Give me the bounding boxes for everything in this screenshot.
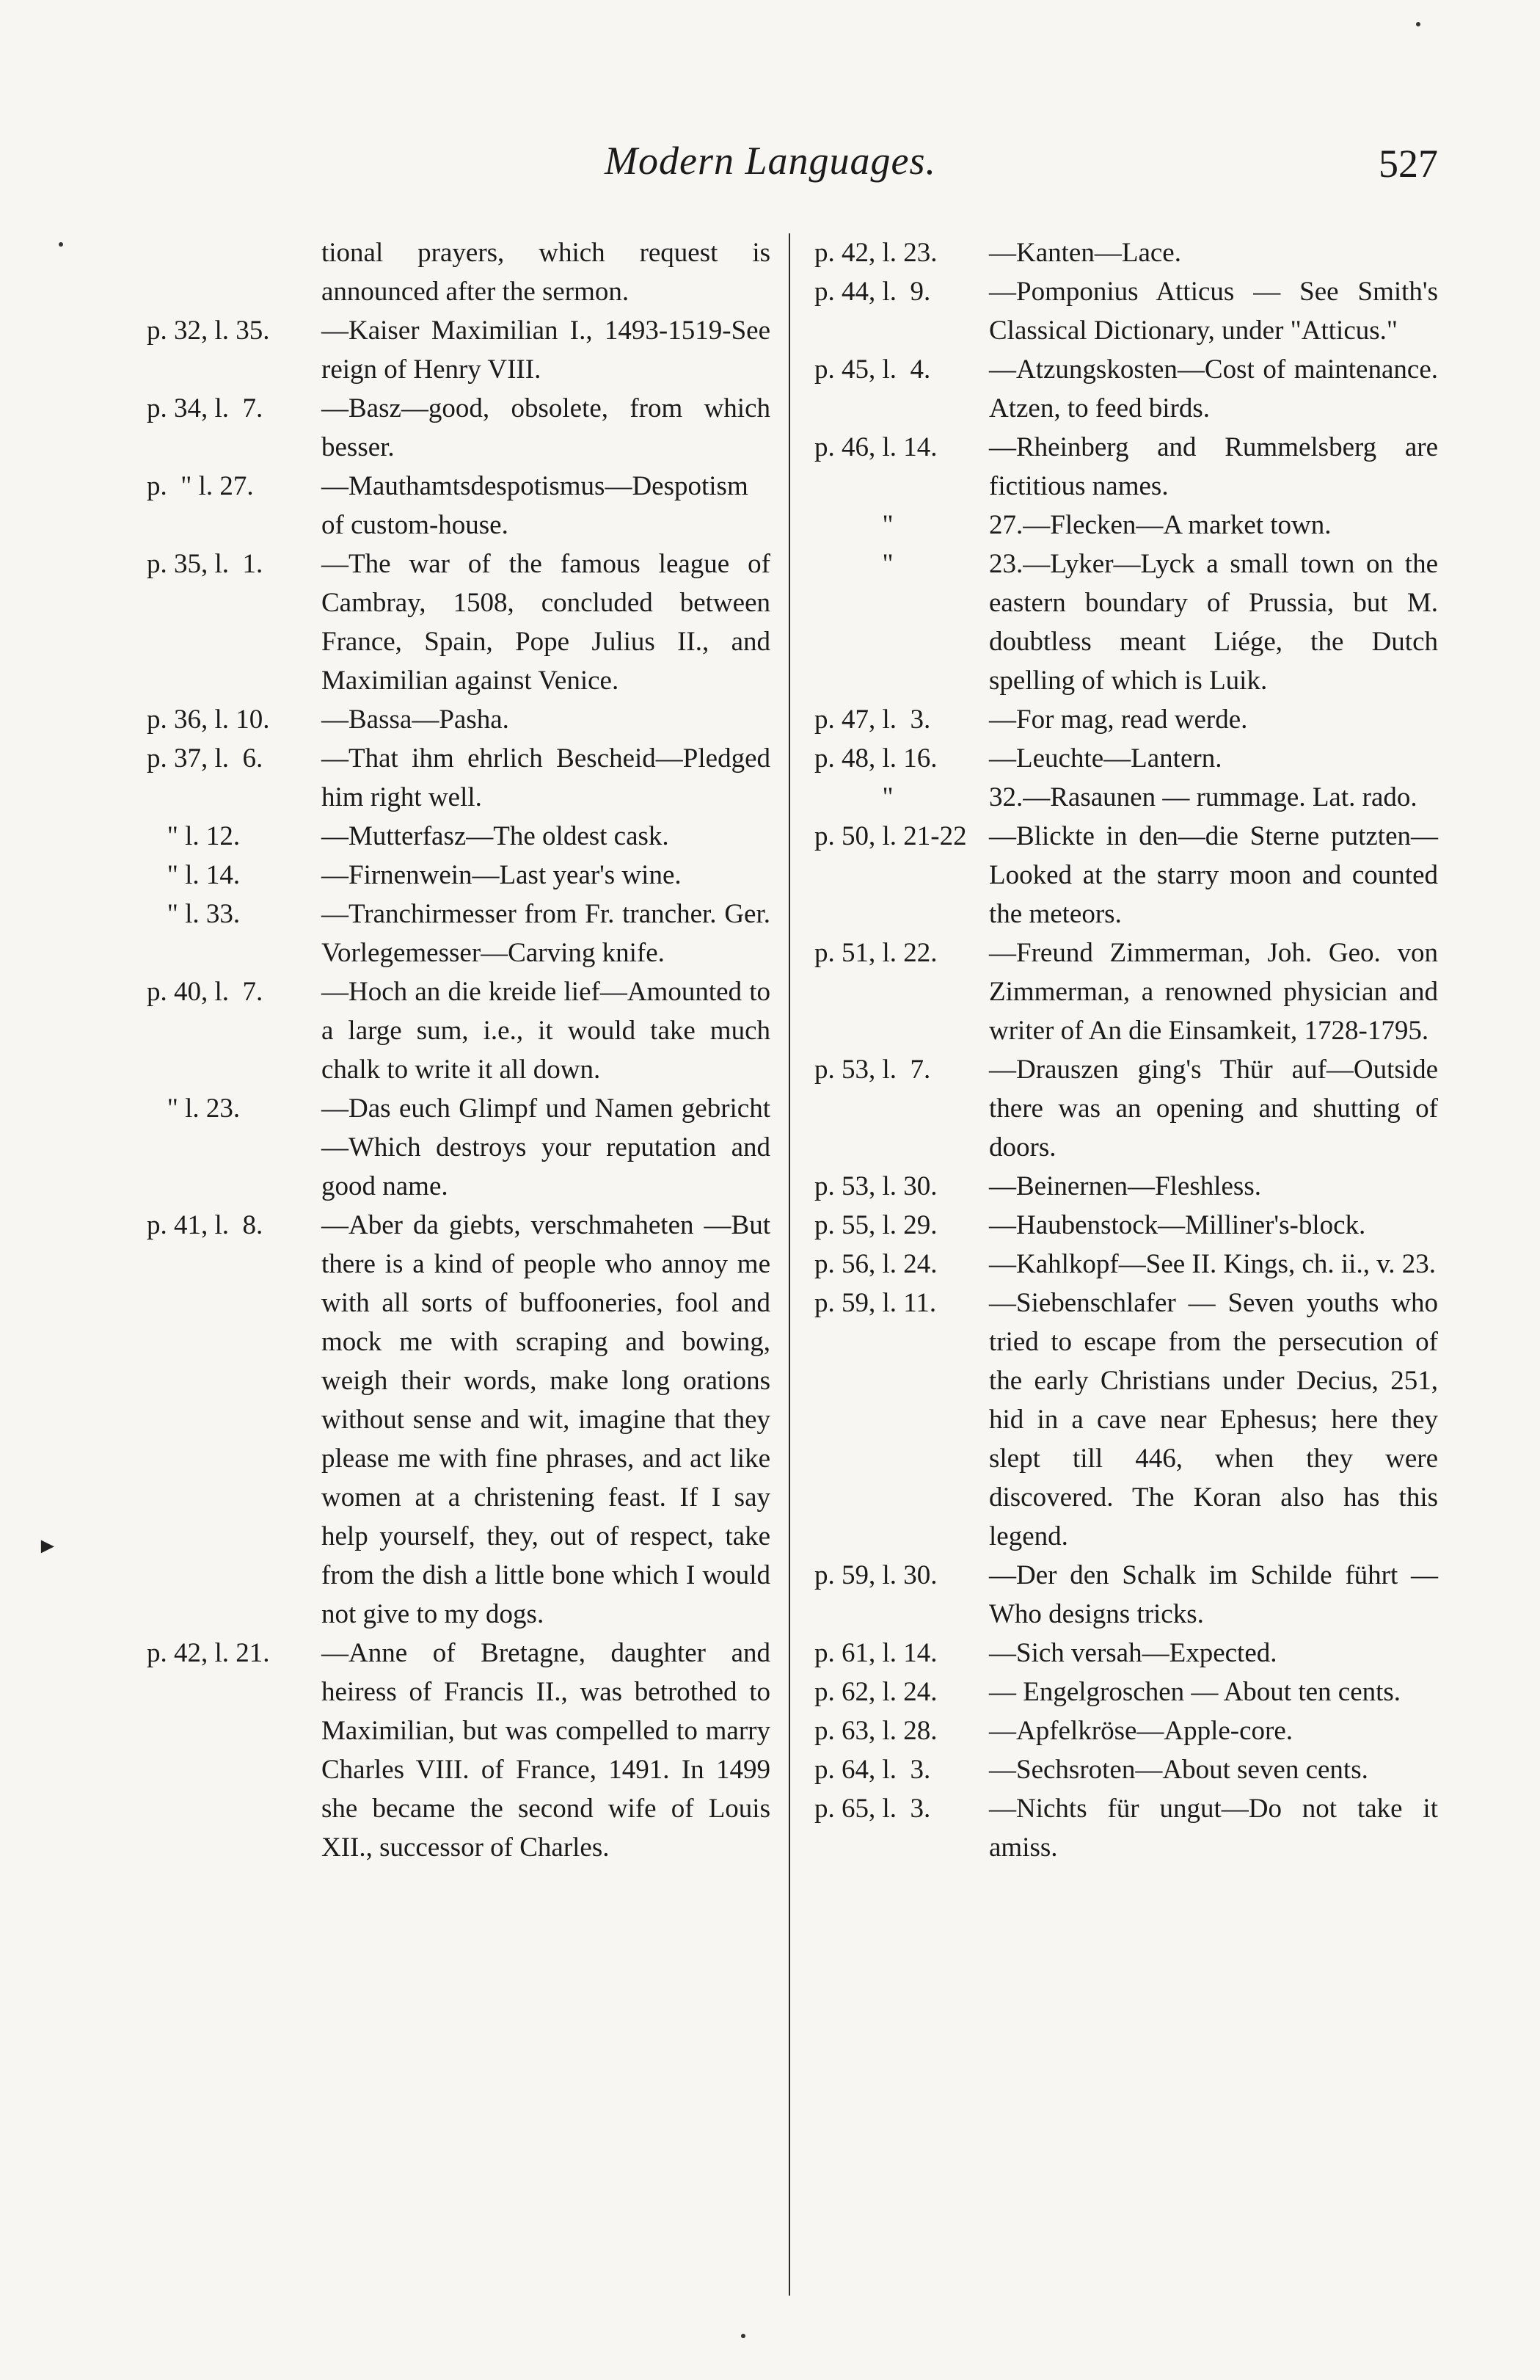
entry-text: —That ihm ehrlich Bescheid—Pledged him right well.: [321, 743, 770, 812]
annotation-entry: [147, 739, 770, 817]
entry-text: —Hoch an die kreide lief—Amounted to a large sum, i.e., it would take much chalk to write it all down.: [321, 977, 770, 1085]
entry-reference: p. 64, l. 3.: [814, 1755, 931, 1785]
entry-text: —Kanten—Lace.: [989, 238, 1181, 268]
entry-reference: " l. 33.: [147, 899, 241, 929]
right-column: [814, 233, 1438, 1867]
entry-reference: p. 42, l. 23.: [814, 238, 938, 268]
entry-reference: p. 37, l. 6.: [147, 743, 263, 774]
entry-reference: p. 36, l. 10.: [147, 705, 270, 735]
annotation-entry: [814, 1284, 1438, 1556]
entry-reference: p. 63, l. 28.: [814, 1716, 938, 1746]
annotation-entry: [814, 233, 1438, 272]
entry-reference: p. 44, l. 9.: [814, 277, 931, 307]
entry-text: —Aber da giebts, verschmaheten —But there is a kind of people who annoy me with all sorts of buffooneries, fool and mock me with scraping and bowing, weigh their words, make long orations without sense and wit, imagine that they please me with fine phrases, and act like women at a christening feast. If I say help yourself, they, out of respect, take from the dish a little bone which I would not give to my dogs.: [321, 1210, 770, 1629]
entry-text: 32.—Rasaunen — rummage. Lat. rado.: [989, 782, 1417, 812]
entry-reference: ": [814, 549, 900, 579]
entry-text: —Das euch Glimpf und Namen gebricht—Which destroys your reputation and good name.: [321, 1093, 770, 1201]
entry-text: —Leuchte—Lantern.: [989, 743, 1222, 774]
annotation-entry: [147, 700, 770, 739]
entry-text: — Engelgroschen — About ten cents.: [989, 1677, 1401, 1707]
entry-reference: p. 47, l. 3.: [814, 705, 931, 735]
left-column: [147, 233, 770, 1867]
entry-reference: p. 34, l. 7.: [147, 393, 263, 423]
entry-text: —Tranchirmesser from Fr. trancher. Ger. Vorlegemesser—Carving knife.: [321, 899, 770, 968]
entry-text: —Mauthamtsdespotismus—Despotism of custom-house.: [321, 471, 748, 540]
entry-reference: p. 50, l. 21-22: [814, 821, 967, 851]
entry-reference: p. 65, l. 3.: [814, 1794, 931, 1824]
entry-reference: " l. 23.: [147, 1093, 241, 1124]
annotation-entry: [814, 1711, 1438, 1750]
entry-reference: p. 56, l. 24.: [814, 1249, 938, 1279]
entry-reference: p. 53, l. 7.: [814, 1055, 931, 1085]
annotation-entry: [147, 311, 770, 389]
page-number: 527: [1379, 142, 1438, 186]
entry-reference: p. 61, l. 14.: [814, 1638, 938, 1668]
entry-text: —Anne of Bretagne, daughter and heiress of Francis II., was betrothed to Maximilian, but was compelled to marry Charles VIII. of France, 1491. In 1499 she became the second wife of Louis XII., successor of Charles.: [321, 1638, 770, 1863]
annotation-entry: [147, 233, 770, 311]
speck-mark: [59, 242, 63, 247]
annotation-entry: [814, 739, 1438, 778]
entry-reference: p. 32, l. 35.: [147, 316, 270, 346]
annotation-entry: [147, 1206, 770, 1634]
entry-reference: " l. 12.: [147, 821, 241, 851]
annotation-entry: [814, 1050, 1438, 1167]
annotation-entry: [814, 272, 1438, 350]
annotation-entry: [814, 1634, 1438, 1673]
annotation-entry: [814, 817, 1438, 934]
margin-arrow-icon: ►: [37, 1534, 59, 1558]
entry-reference: p. 51, l. 22.: [814, 938, 938, 968]
annotation-entry: [814, 778, 1438, 817]
annotation-entry: [147, 389, 770, 467]
annotation-entry: [147, 545, 770, 700]
annotation-entry: [814, 1556, 1438, 1634]
annotation-entry: [814, 700, 1438, 739]
entry-reference: ": [814, 782, 900, 812]
entry-reference: p. 46, l. 14.: [814, 432, 938, 462]
annotation-entry: [814, 350, 1438, 428]
annotation-entry: [814, 1167, 1438, 1206]
column-divider: [789, 233, 790, 2296]
entry-reference: p. 53, l. 30.: [814, 1171, 938, 1201]
annotation-entry: [147, 467, 770, 545]
entry-text: —Sechsroten—About seven cents.: [989, 1755, 1368, 1785]
entry-reference: p. 59, l. 30.: [814, 1560, 938, 1590]
annotation-entry: [814, 1245, 1438, 1284]
entry-reference: p. 62, l. 24.: [814, 1677, 938, 1707]
entry-text: —Freund Zimmerman, Joh. Geo. von Zimmerman, a renowned physician and writer of An die Einsamkeit, 1728-1795.: [989, 938, 1438, 1046]
entry-text: —For mag, read werde.: [989, 705, 1248, 735]
entry-text: —Firnenwein—Last year's wine.: [321, 860, 682, 890]
entry-reference: p. 55, l. 29.: [814, 1210, 938, 1240]
entry-text: —Bassa—Pasha.: [321, 705, 509, 735]
entry-reference: p. 41, l. 8.: [147, 1210, 263, 1240]
annotation-entry: [814, 1789, 1438, 1867]
entry-text: 27.—Flecken—A market town.: [989, 510, 1332, 540]
entry-reference: p. 59, l. 11.: [814, 1288, 937, 1318]
page-header: [0, 138, 1540, 197]
entry-text: —Haubenstock—Milliner's-block.: [989, 1210, 1366, 1240]
entry-reference: p. 48, l. 16.: [814, 743, 938, 774]
annotation-entry: [147, 856, 770, 895]
annotation-entry: [814, 1673, 1438, 1711]
annotation-entry: [814, 1206, 1438, 1245]
entry-text: —Kahlkopf—See II. Kings, ch. ii., v. 23.: [989, 1249, 1437, 1279]
entry-text: —Der den Schalk im Schilde führt — Who designs tricks.: [989, 1560, 1438, 1629]
entry-text: —Beinernen—Fleshless.: [989, 1171, 1261, 1201]
entry-text: —Blickte in den—die Sterne putzten—Looked at the starry moon and counted the meteors.: [989, 821, 1438, 929]
entry-text: —Apfelkröse—Apple-core.: [989, 1716, 1293, 1746]
annotation-entry: [147, 1089, 770, 1206]
annotation-entry: [147, 972, 770, 1089]
entry-reference: p. 40, l. 7.: [147, 977, 263, 1007]
entry-text: tional prayers, which request is announced after the sermon.: [321, 238, 770, 307]
entry-text: —Basz—good, obsolete, from which besser.: [321, 393, 770, 462]
entry-text: —Kaiser Maximilian I., 1493-1519-See reign of Henry VIII.: [321, 316, 770, 385]
annotation-entry: [814, 1750, 1438, 1789]
entry-text: —Sich versah—Expected.: [989, 1638, 1277, 1668]
entry-reference: p. 35, l. 1.: [147, 549, 263, 579]
annotation-entry: [147, 817, 770, 856]
entry-text: —Rheinberg and Rummelsberg are fictitious names.: [989, 432, 1438, 501]
annotation-entry: [814, 545, 1438, 700]
running-title: Modern Languages.: [605, 139, 936, 183]
entry-text: —The war of the famous league of Cambray, 1508, concluded between France, Spain, Pope Julius II., and Maximilian against Venice.: [321, 549, 770, 696]
entry-reference: p. " l. 27.: [147, 471, 254, 501]
annotation-entry: [814, 428, 1438, 506]
entry-text: —Pomponius Atticus — See Smith's Classical Dictionary, under "Atticus.": [989, 277, 1438, 346]
entry-text: —Siebenschlafer — Seven youths who tried to escape from the persecution of the early Christians under Decius, 251, hid in a cave near Ephesus; here they slept till 446, when they were discovered. The Koran also has this legend.: [989, 1288, 1438, 1551]
entry-text: —Nichts für ungut—Do not take it amiss.: [989, 1794, 1438, 1863]
entry-text: 23.—Lyker—Lyck a small town on the eastern boundary of Prussia, but M. doubtless meant Liége, the Dutch spelling of which is Luik.: [989, 549, 1438, 696]
entry-text: —Mutterfasz—The oldest cask.: [321, 821, 669, 851]
entry-reference: ": [814, 510, 900, 540]
annotation-entry: [814, 934, 1438, 1050]
annotation-entry: [814, 506, 1438, 545]
entry-reference: p. 45, l. 4.: [814, 354, 931, 385]
entry-text: —Atzungskosten—Cost of maintenance. Atzen, to feed birds.: [989, 354, 1438, 423]
annotation-entry: [147, 1634, 770, 1867]
entry-text: —Drauszen ging's Thür auf—Outside there was an opening and shutting of doors.: [989, 1055, 1438, 1162]
speck-mark: [741, 2334, 745, 2338]
speck-mark: [1416, 22, 1420, 26]
entry-reference: " l. 14.: [147, 860, 241, 890]
entry-reference: p. 42, l. 21.: [147, 1638, 270, 1668]
annotation-entry: [147, 895, 770, 972]
